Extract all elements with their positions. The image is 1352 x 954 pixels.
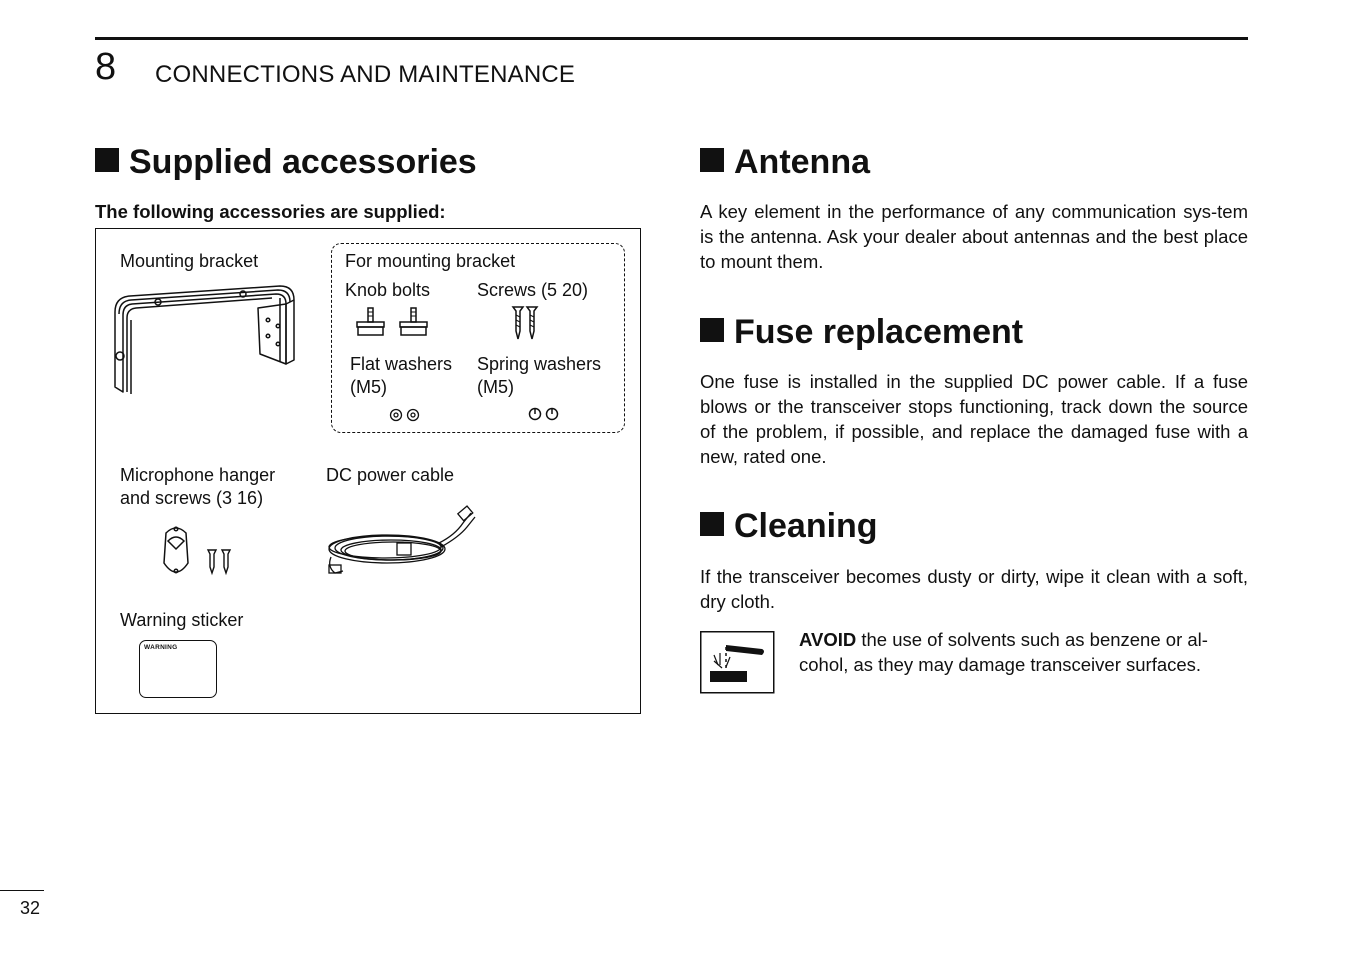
cleaning-caution <box>799 627 1248 677</box>
label-screws: Screws (5 20) <box>477 280 589 300</box>
knob-bolt-icon <box>354 306 434 338</box>
label-warning-sticker: Warning sticker <box>120 610 244 630</box>
antenna-body: A key element in the performance of any communication sys-tem is the antenna. Ask your dealer about antennas and the best place to mount them. <box>700 201 1248 272</box>
square-bullet-icon <box>700 148 724 172</box>
section-title-cleaning: Cleaning <box>700 509 878 543</box>
label-for-mounting-bracket: For mounting bracket <box>345 251 516 271</box>
microphone-hanger-icon <box>158 523 240 581</box>
mounting-bracket-icon <box>110 282 300 397</box>
section-title-antenna: Antenna <box>700 145 870 179</box>
label-flat-washers: Flat washers <box>350 354 453 374</box>
page-number: 32 <box>20 898 41 918</box>
solvent-caution-icon <box>700 631 776 695</box>
screw-icon <box>511 305 541 341</box>
label-flat-washers-size: (M5) <box>350 377 387 397</box>
header-rule <box>95 37 1248 40</box>
square-bullet-icon <box>95 148 119 172</box>
square-bullet-icon <box>700 512 724 536</box>
chapter-number: 8 <box>95 46 117 88</box>
footer-rule <box>0 890 44 891</box>
section-title-accessories: Supplied accessories <box>95 145 477 179</box>
label-spring-washers: Spring washers <box>477 354 602 374</box>
fuse-body: One fuse is installed in the supplied DC power cable. If a fuse blows or the transceiver stops functioning, track down the source of the problem, if possible, and replace the damaged fuse with a new, rated one. <box>700 371 1248 467</box>
label-mic-hanger-screws: and screws (3 16) <box>120 488 264 508</box>
caution-text: the use of solvents such as benzene or al-cohol, as they may damage transceiver surfaces. <box>799 629 1208 675</box>
chapter-title: CONNECTIONS AND MAINTENANCE <box>155 61 576 88</box>
caution-keyword: AVOID <box>799 629 857 650</box>
flat-washer-icon <box>389 408 421 424</box>
cleaning-body: If the transceiver becomes dusty or dirty, wipe it clean with a soft, dry cloth. <box>700 566 1248 612</box>
spring-washer-icon <box>528 407 560 423</box>
square-bullet-icon <box>700 318 724 342</box>
section-title-fuse: Fuse replacement <box>700 315 1023 349</box>
warning-sticker-icon <box>139 640 217 698</box>
sticker-text: WARNING <box>144 644 178 651</box>
label-dc-power-cable: DC power cable <box>326 465 455 485</box>
accessories-intro: The following accessories are supplied: <box>95 201 446 222</box>
label-spring-washers-size: (M5) <box>477 377 514 397</box>
dc-power-cable-icon <box>323 505 477 581</box>
label-mounting-bracket: Mounting bracket <box>120 251 259 271</box>
label-mic-hanger: Microphone hanger <box>120 465 276 485</box>
label-knob-bolts: Knob bolts <box>345 280 431 300</box>
